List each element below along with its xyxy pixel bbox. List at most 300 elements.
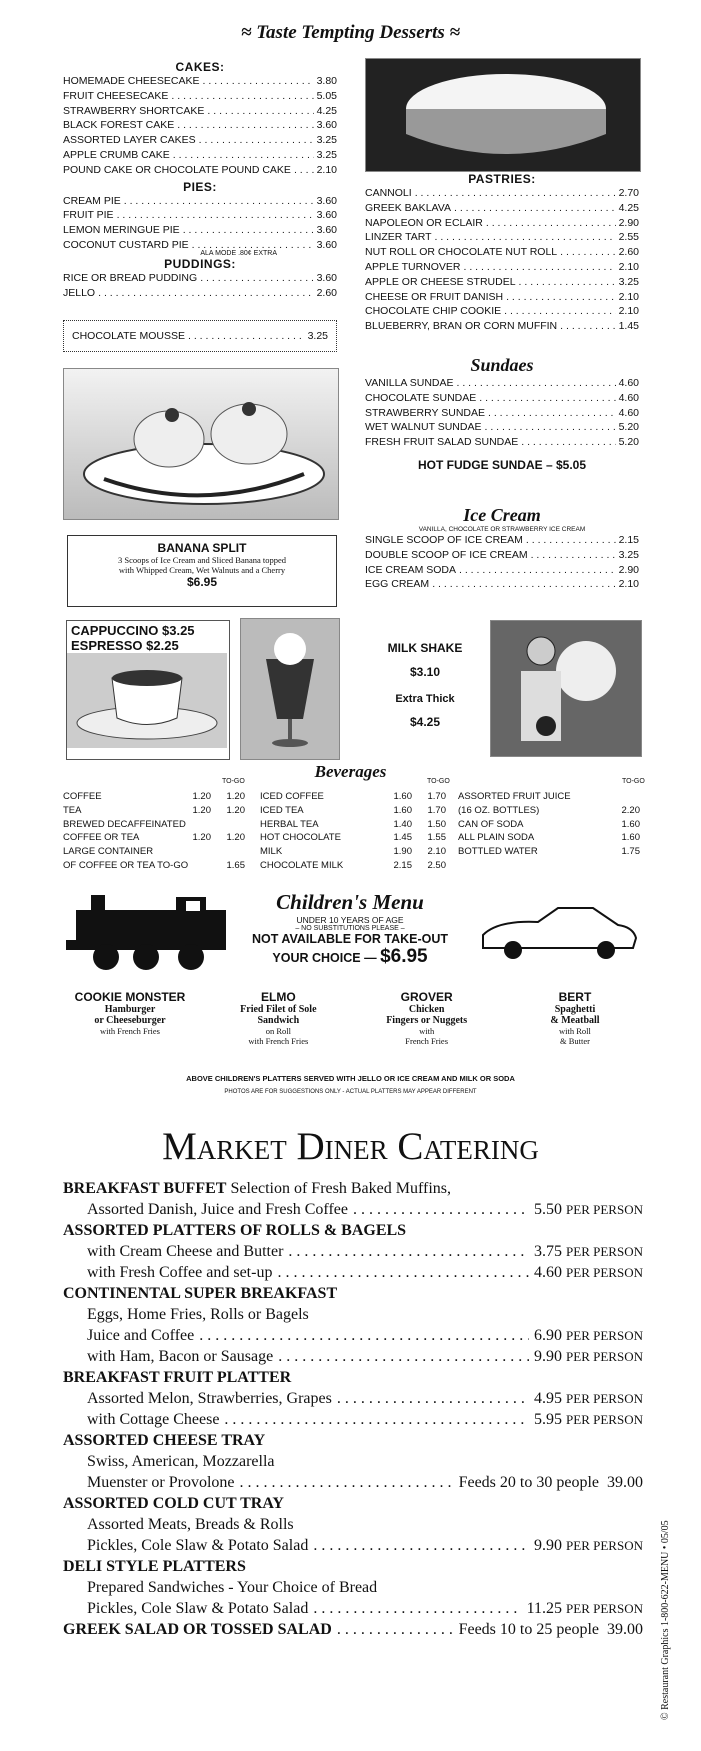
milkshake-photo: [490, 620, 642, 757]
item-name: POUND CAKE OR CHOCOLATE POUND CAKE: [63, 163, 291, 176]
children-item-line: with French Fries: [100, 1026, 160, 1036]
beverage-name: COFFEE: [63, 791, 102, 802]
catering-item-text: Pickles, Cole Slaw & Potato Salad: [87, 1600, 309, 1617]
catering-item-text: with Fresh Coffee and set-up: [87, 1264, 273, 1281]
leader-dots: [459, 563, 616, 578]
item-price: 3.60: [316, 119, 337, 132]
menu-row: [365, 275, 639, 290]
children-under: UNDER 10 YEARS OF AGE: [296, 915, 404, 925]
catering-price: 9.90: [534, 1537, 563, 1554]
leader-dots: [171, 89, 313, 104]
item-name: APPLE TURNOVER: [365, 260, 461, 273]
leader-dots: [207, 104, 313, 119]
beverage-price: 1.40: [393, 818, 412, 830]
item-price: 4.60: [618, 406, 639, 419]
children-item-name: GROVER: [400, 990, 453, 1004]
catering-item: [63, 1388, 643, 1409]
milkshake-price: $3.10: [409, 665, 441, 679]
leader-dots: [435, 230, 616, 245]
beverages-col2: [260, 790, 446, 873]
item-price: 4.60: [618, 377, 639, 389]
item-name: NAPOLEON OR ECLAIR: [365, 216, 483, 229]
photos-disclaimer: PHOTOS ARE FOR SUGGESTIONS ONLY - ACTUAL PLATTERS MAY APPEAR DIFFERENT: [224, 1089, 477, 1095]
menu-row: [63, 286, 337, 301]
catering-heading-text: CONTINENTAL SUPER BREAKFAST: [63, 1285, 338, 1302]
children-item-line: Fingers or Nuggets: [386, 1015, 468, 1026]
item-name: JELLO: [63, 286, 96, 299]
leader-dots: [519, 275, 616, 290]
beverage-row: [458, 845, 640, 859]
catering-item: [63, 1241, 643, 1262]
catering-unit: PER PERSON: [566, 1412, 643, 1427]
leader-dots: [98, 286, 313, 301]
beverage-name: CAN OF SODA: [458, 818, 524, 830]
leader-dots: [188, 329, 305, 344]
item-name: FRESH FRUIT SALAD SUNDAE: [365, 436, 519, 449]
leader-dots: [415, 186, 616, 201]
catering-unit: PER PERSON: [566, 1265, 643, 1280]
beverage-togo-price: [606, 790, 640, 804]
children-item-line: on Roll: [265, 1026, 291, 1036]
desserts-title-text: Taste Tempting Desserts: [256, 22, 445, 43]
beverage-price: 2.15: [393, 859, 412, 871]
cappuccino-label: CAPPUCCINO $3.25: [71, 623, 195, 638]
leader-dots: [117, 208, 314, 223]
catering-desc-text: Assorted Meats, Breads & Rolls: [87, 1516, 294, 1533]
beverage-togo-price: 1.60: [621, 832, 640, 844]
item-name: DOUBLE SCOOP OF ICE CREAM: [365, 548, 528, 561]
togo-label-col3: TO-GO: [622, 778, 645, 785]
catering-item-text: Pickles, Cole Slaw & Potato Salad: [87, 1537, 309, 1554]
catering-item-text: Muenster or Provolone: [87, 1474, 235, 1491]
item-name: WET WALNUT SUNDAE: [365, 421, 482, 434]
leader-dots: [337, 1388, 529, 1409]
catering-title: Market Diner Catering: [162, 1125, 539, 1168]
children-item-line: Hamburger: [104, 1004, 156, 1015]
item-name: RICE OR BREAD PUDDING: [63, 271, 198, 284]
banana-split-box: [67, 535, 337, 607]
catering-item-text: Juice and Coffee: [87, 1327, 195, 1344]
desserts-title: [0, 22, 701, 44]
children-item-name: ELMO: [260, 990, 296, 1004]
banana-split-image: [64, 369, 338, 519]
leader-dots: [124, 194, 314, 209]
item-price: 2.10: [618, 290, 639, 303]
menu-row: [365, 186, 639, 201]
leader-dots: [560, 319, 615, 334]
menu-row: [63, 148, 337, 163]
hot-fudge-sundae: HOT FUDGE SUNDAE – $5.05: [417, 457, 587, 472]
children-notake: NOT AVAILABLE FOR TAKE-OUT: [251, 932, 449, 946]
item-name: STRAWBERRY SUNDAE: [365, 406, 485, 419]
icecream-section: [365, 505, 639, 592]
catering-unit: PER PERSON: [566, 1601, 643, 1616]
item-price: 2.10: [618, 260, 639, 273]
item-name: CHOCOLATE SUNDAE: [365, 391, 477, 404]
catering-heading-text: ASSORTED COLD CUT TRAY: [63, 1495, 284, 1512]
beverage-togo-price: 1.70: [427, 791, 446, 802]
menu-row: [365, 216, 639, 231]
beverage-row: [458, 818, 640, 832]
beverage-name: CHOCOLATE MILK: [260, 859, 344, 871]
sundaes-heading: Sundaes: [470, 355, 534, 375]
menu-row: [365, 548, 639, 563]
pastries-section: [365, 172, 639, 334]
train-icon: [66, 895, 236, 975]
beverage-row: [63, 804, 245, 818]
beverage-row: [260, 790, 446, 804]
mousse-row: [64, 321, 336, 344]
leader-dots: [183, 223, 314, 238]
item-name: VANILLA SUNDAE: [365, 377, 454, 389]
catering-desc: [63, 1577, 643, 1598]
catering-price: 4.95: [534, 1390, 563, 1407]
menu-row: [365, 563, 639, 578]
item-price: 3.60: [316, 238, 337, 251]
catering-desc-text: Eggs, Home Fries, Rolls or Bagels: [87, 1306, 309, 1323]
children-heading: Children's Menu: [276, 890, 424, 914]
children-item-line: with Roll: [559, 1026, 591, 1036]
item-price: 2.60: [316, 286, 337, 299]
beverage-name: BREWED DECAFFEINATED: [63, 818, 186, 830]
menu-row: [365, 260, 639, 275]
milkshake-extra: Extra Thick: [395, 693, 455, 705]
beverage-togo-price: 1.75: [621, 846, 640, 858]
catering-heading: [63, 1178, 643, 1199]
catering-item-text: GREEK SALAD OR TOSSED SALAD: [63, 1621, 332, 1638]
catering-price: 39.00: [607, 1474, 643, 1491]
leader-dots: [486, 216, 616, 231]
beverage-price: 1.20: [192, 791, 211, 802]
menu-row: [365, 435, 639, 450]
milkshake-title: MILK SHAKE: [387, 641, 463, 655]
beverage-name: HERBAL TEA: [260, 818, 319, 830]
item-name: CREAM PIE: [63, 194, 121, 207]
beverage-name: MILK: [260, 846, 283, 858]
catering-list: [63, 1178, 643, 1640]
item-price: 3.60: [316, 271, 337, 284]
item-price: 4.25: [618, 201, 639, 214]
item-name: ASSORTED LAYER CAKES: [63, 134, 196, 147]
leader-dots: [177, 118, 313, 133]
leader-dots: [313, 1598, 521, 1619]
beverage-row: [63, 831, 245, 845]
item-price: 3.80: [316, 75, 337, 87]
children-item-line: Sandwich: [257, 1015, 300, 1026]
menu-row: [63, 104, 337, 119]
beverage-row: [458, 790, 640, 804]
leader-dots: [288, 1241, 529, 1262]
beverage-row: [63, 818, 245, 832]
item-price: 5.20: [618, 421, 639, 434]
beverage-row: [260, 845, 446, 859]
catering-heading-text: BREAKFAST BUFFET: [63, 1180, 227, 1197]
beverages-col1: [63, 790, 245, 873]
item-price: 2.55: [618, 231, 639, 244]
leader-dots: [488, 406, 616, 421]
leader-dots: [560, 245, 615, 260]
item-name: SINGLE SCOOP OF ICE CREAM: [365, 534, 523, 546]
item-price: 4.60: [618, 391, 639, 404]
item-name: LINZER TART: [365, 231, 432, 244]
menu-row: [63, 118, 337, 133]
item-price: 4.25: [316, 104, 337, 117]
beverages-col3: [458, 790, 640, 859]
beverage-togo-price: 1.65: [226, 859, 245, 871]
beverage-name: ALL PLAIN SODA: [458, 832, 535, 844]
car-icon: [478, 900, 638, 965]
beverage-price: [186, 818, 215, 832]
puddings-list: [63, 271, 337, 301]
togo-label-col1: TO-GO: [222, 778, 245, 785]
beverage-price: [179, 845, 211, 859]
beverage-price: 1.90: [393, 846, 412, 858]
catering-price: 5.95: [534, 1411, 563, 1428]
catering-heading: [63, 1283, 643, 1304]
leader-dots: [526, 533, 616, 548]
catering-price: 6.90: [534, 1327, 563, 1344]
leader-dots: [173, 148, 314, 163]
beverage-togo-price: 2.10: [427, 846, 446, 858]
beverage-price: 1.45: [393, 832, 412, 844]
children-item-name: COOKIE MONSTER: [74, 990, 186, 1004]
togo-label-col2: TO-GO: [427, 778, 450, 785]
sundaes-section: [365, 355, 639, 472]
beverage-price: [188, 859, 216, 873]
menu-row: [365, 406, 639, 421]
leader-dots: [294, 163, 314, 178]
puddings-heading: PUDDINGS:: [164, 256, 236, 271]
catering-unit: PER PERSON: [566, 1202, 643, 1217]
catering-item-text: with Cottage Cheese: [87, 1411, 220, 1428]
beverage-row: [63, 845, 245, 859]
catering-unit: PER PERSON: [566, 1391, 643, 1406]
ala-mode-note: ALA MODE .80¢ EXTRA: [200, 249, 277, 257]
milkshake-image: [491, 621, 641, 756]
mousse-price: 3.25: [307, 330, 328, 342]
menu-row: [63, 271, 337, 286]
leader-dots: [199, 133, 314, 148]
children-item-line: & Butter: [559, 1036, 590, 1046]
menu-row: [365, 376, 639, 391]
leader-dots: [278, 1346, 529, 1367]
catering-item: [63, 1619, 643, 1640]
beverage-name: TEA: [63, 804, 82, 816]
catering-heading-desc: Selection of Fresh Baked Muffins,: [226, 1180, 451, 1197]
beverage-togo-price: 2.20: [621, 804, 640, 816]
item-price: 2.90: [618, 563, 639, 576]
catering-item: [63, 1262, 643, 1283]
icecream-heading: Ice Cream: [463, 505, 541, 525]
menu-row: [63, 163, 337, 178]
leader-dots: [313, 1535, 529, 1556]
beverage-price: 1.60: [393, 804, 412, 816]
catering-heading-text: DELI STYLE PLATTERS: [63, 1558, 246, 1575]
item-name: HOMEMADE CHEESECAKE: [63, 75, 200, 87]
children-items: [60, 990, 645, 1046]
catering-feeds: Feeds 20 to 30 people: [458, 1474, 599, 1491]
leader-dots: [200, 271, 313, 286]
menu-row: [365, 201, 639, 216]
item-name: BLACK FOREST CAKE: [63, 119, 175, 132]
menu-row: [365, 304, 639, 319]
cakes-heading: CAKES:: [175, 60, 225, 74]
menu-row: [63, 223, 337, 238]
item-name: CHOCOLATE CHIP COOKIE: [365, 305, 502, 318]
menu-row: [63, 194, 337, 209]
catering-price: 5.50: [534, 1201, 563, 1218]
item-name: COCONUT CUSTARD PIE: [63, 238, 189, 251]
item-price: 1.45: [618, 320, 639, 333]
beverage-togo-price: 2.50: [427, 859, 446, 871]
item-name: GREEK BAKLAVA: [365, 201, 451, 214]
beverage-togo-price: 1.50: [427, 818, 446, 830]
children-item-line: Fried Filet of Sole: [240, 1004, 317, 1015]
catering-unit: PER PERSON: [566, 1244, 643, 1259]
banana-split-photo: [63, 368, 339, 520]
beverage-row: [260, 818, 446, 832]
beverages-heading: Beverages: [314, 762, 387, 781]
milkshake-extra-price: $4.25: [409, 715, 441, 729]
coffee-cup-image: [67, 653, 227, 748]
catering-item: [63, 1346, 643, 1367]
item-name: FRUIT PIE: [63, 209, 114, 222]
cappuccino-box: [66, 620, 230, 760]
catering-price: 3.75: [534, 1243, 563, 1260]
cheesecake-photo: [365, 58, 641, 172]
children-price: $6.95: [380, 946, 428, 967]
cakes-section: [63, 60, 337, 300]
leader-dots: [531, 548, 616, 563]
item-price: 5.20: [618, 436, 639, 449]
children-item-line: French Fries: [405, 1036, 449, 1046]
leader-dots: [457, 376, 616, 391]
pastries-heading: PASTRIES:: [468, 172, 536, 186]
leader-dots: [337, 1619, 454, 1640]
item-price: 3.60: [316, 224, 337, 237]
beverage-togo-price: 1.20: [226, 832, 245, 844]
ornament-left-icon: ≈: [241, 22, 257, 43]
banana-split-desc1: 3 Scoops of Ice Cream and Sliced Banana topped: [117, 555, 287, 565]
menu-row: [63, 133, 337, 148]
soda-photo: [240, 618, 340, 760]
pies-list: [63, 194, 337, 253]
catering-item-text: with Ham, Bacon or Sausage: [87, 1348, 274, 1365]
pies-heading: PIES:: [183, 179, 217, 194]
children-choice: YOUR CHOICE —: [272, 951, 377, 965]
item-name: APPLE OR CHEESE STRUDEL: [365, 275, 516, 288]
catering-item: [63, 1472, 643, 1493]
catering-item-text: Assorted Danish, Juice and Fresh Coffee: [87, 1201, 348, 1218]
beverage-name: COFFEE OR TEA: [63, 832, 140, 844]
item-name: NUT ROLL OR CHOCOLATE NUT ROLL: [365, 246, 558, 259]
children-footer: ABOVE CHILDREN'S PLATTERS SERVED WITH JELLO OR ICE CREAM AND MILK OR SODA: [186, 1074, 515, 1083]
children-item: [60, 990, 200, 1046]
catering-item: [63, 1409, 643, 1430]
beverage-price: 1.60: [393, 791, 412, 802]
menu-row: [63, 74, 337, 89]
icecream-note: VANILLA, CHOCOLATE OR STRAWBERRY ICE CREAM: [418, 526, 586, 533]
sundaes-list: [365, 376, 639, 450]
leader-dots: [506, 290, 615, 305]
beverage-togo-price: 1.60: [621, 818, 640, 830]
item-price: 2.10: [618, 305, 639, 318]
item-price: 3.25: [316, 134, 337, 147]
menu-row: [365, 391, 639, 406]
item-price: 3.25: [618, 275, 639, 288]
milkshake-box: [365, 625, 485, 750]
menu-row: [365, 319, 639, 334]
beverage-row: [63, 859, 245, 873]
item-price: 2.90: [618, 216, 639, 229]
espresso-label: ESPRESSO $2.25: [71, 638, 179, 653]
catering-heading: [63, 1220, 643, 1241]
children-item-line: Spaghetti: [554, 1004, 596, 1015]
item-price: 3.60: [316, 209, 337, 222]
menu-row: [365, 245, 639, 260]
beverage-togo-price: [215, 818, 245, 832]
leader-dots: [454, 201, 616, 216]
catering-item: [63, 1598, 643, 1619]
catering-desc: [63, 1304, 643, 1325]
pastries-list: [365, 186, 639, 334]
beverage-name: ICED COFFEE: [260, 791, 324, 802]
beverage-togo-price: 1.70: [427, 804, 446, 816]
catering-price: 9.90: [534, 1348, 563, 1365]
catering-side-note: © Restaurant Graphics 1-800-622-MENU • 05/05: [660, 1520, 671, 1720]
item-name: LEMON MERINGUE PIE: [63, 224, 180, 237]
menu-row: [63, 89, 337, 104]
catering-item-text: Assorted Melon, Strawberries, Grapes: [87, 1390, 332, 1407]
beverage-togo-price: 1.20: [226, 804, 245, 816]
catering-unit: PER PERSON: [566, 1328, 643, 1343]
beverage-name: HOT CHOCOLATE: [260, 832, 341, 844]
children-item: [505, 990, 645, 1046]
beverage-row: [63, 790, 245, 804]
leader-dots: [521, 435, 615, 450]
item-price: 5.05: [316, 89, 337, 102]
catering-unit: PER PERSON: [566, 1538, 643, 1553]
children-item-line: or Cheeseburger: [94, 1015, 166, 1026]
menu-row: [365, 577, 639, 592]
beverage-row: [458, 831, 640, 845]
item-price: 3.25: [316, 148, 337, 161]
soda-glass-image: [241, 619, 339, 759]
item-name: CHEESE OR FRUIT DANISH: [365, 290, 504, 303]
item-price: 2.10: [618, 578, 639, 591]
beverage-name: ASSORTED FRUIT JUICE: [458, 791, 571, 802]
beverage-price: 1.20: [192, 804, 211, 816]
beverage-togo-price: [211, 845, 245, 859]
leader-dots: [484, 420, 615, 435]
catering-price: 4.60: [534, 1264, 563, 1281]
catering-heading: [63, 1556, 643, 1577]
beverage-row: [260, 831, 446, 845]
leader-dots: [240, 1472, 454, 1493]
item-price: 2.15: [618, 534, 639, 546]
beverage-row: [260, 804, 446, 818]
catering-price: 39.00: [607, 1621, 643, 1638]
beverage-row: [260, 859, 446, 873]
catering-desc-text: Swiss, American, Mozzarella: [87, 1453, 275, 1470]
children-item-line: & Meatball: [550, 1015, 600, 1026]
item-name: CANNOLI: [365, 187, 412, 199]
beverage-name: OF COFFEE OR TEA TO-GO: [63, 859, 189, 871]
catering-unit: PER PERSON: [566, 1349, 643, 1364]
catering-item: [63, 1325, 643, 1346]
menu-row: [365, 420, 639, 435]
beverage-name: ICED TEA: [260, 804, 304, 816]
